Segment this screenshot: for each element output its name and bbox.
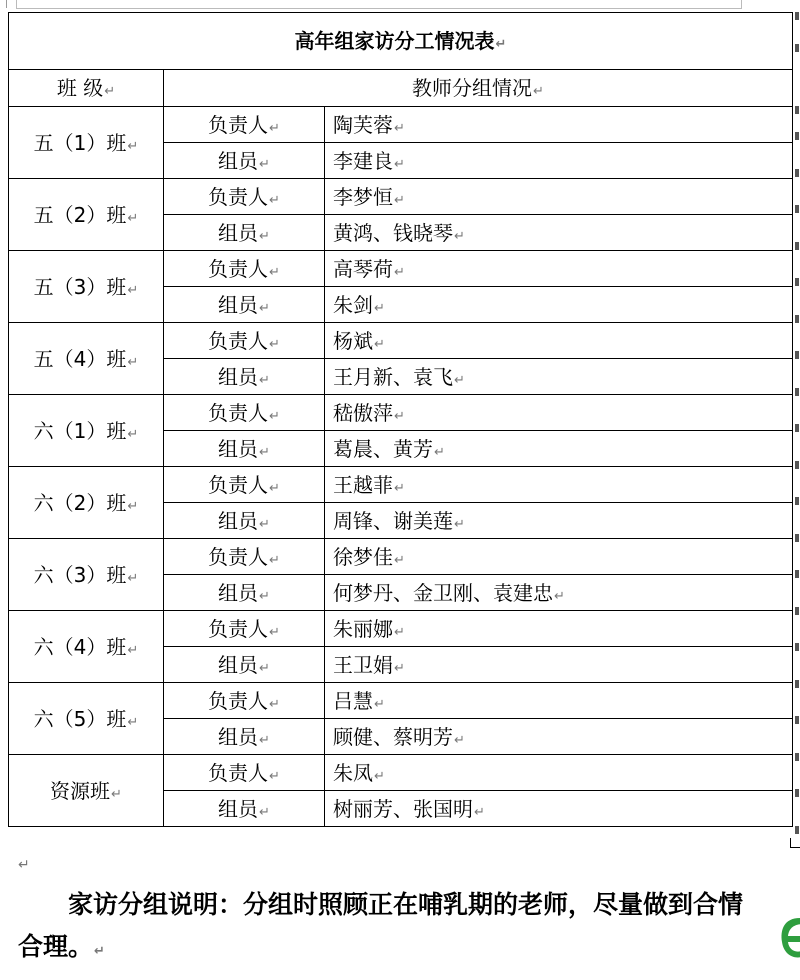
ruler-tick — [0, 0, 7, 8]
class-cell[interactable]: 五（2）班↵ — [9, 179, 164, 251]
member-names-cell[interactable]: 王月新、袁飞↵ — [325, 359, 793, 395]
member-names-cell[interactable]: 顾健、蔡明芳↵ — [325, 719, 793, 755]
leader-name-cell[interactable]: 陶芙蓉↵ — [325, 107, 793, 143]
member-names-cell[interactable]: 黄鸿、钱晓琴↵ — [325, 215, 793, 251]
table-row — [9, 323, 793, 359]
member-label-cell[interactable]: 组员↵ — [164, 575, 325, 611]
member-names-cell[interactable]: 朱剑↵ — [325, 287, 793, 323]
row-end-marker — [795, 753, 799, 761]
member-label-cell[interactable]: 组员↵ — [164, 215, 325, 251]
class-cell[interactable]: 六（4）班↵ — [9, 611, 164, 683]
row-end-marker — [795, 716, 799, 724]
class-cell[interactable]: 五（3）班↵ — [9, 251, 164, 323]
member-names-cell[interactable]: 王卫娟↵ — [325, 647, 793, 683]
table-row — [9, 251, 793, 287]
row-end-marker — [795, 132, 799, 140]
row-end-marker — [795, 643, 799, 651]
header-teachers[interactable]: 教师分组情况↵ — [164, 70, 793, 107]
table-title[interactable]: 高年组家访分工情况表↵ — [9, 13, 793, 70]
leader-name-cell[interactable]: 吕慧↵ — [325, 683, 793, 719]
member-label-cell[interactable]: 组员↵ — [164, 143, 325, 179]
member-label-cell[interactable]: 组员↵ — [164, 359, 325, 395]
table-row — [9, 611, 793, 647]
member-label-cell[interactable]: 组员↵ — [164, 719, 325, 755]
class-cell[interactable]: 资源班↵ — [9, 755, 164, 827]
row-end-marker — [795, 570, 799, 578]
class-cell[interactable]: 六（2）班↵ — [9, 467, 164, 539]
member-label-cell[interactable]: 组员↵ — [164, 287, 325, 323]
leader-name-cell[interactable]: 嵇傲萍↵ — [325, 395, 793, 431]
member-label-cell[interactable]: 组员↵ — [164, 647, 325, 683]
member-names-cell[interactable]: 树丽芳、张国明↵ — [325, 791, 793, 827]
member-label-cell[interactable]: 组员↵ — [164, 791, 325, 827]
table-row — [9, 107, 793, 143]
row-end-marker — [795, 169, 799, 177]
row-end-marker — [795, 205, 799, 213]
row-end-marker — [795, 607, 799, 615]
leader-label-cell[interactable]: 负责人↵ — [164, 179, 325, 215]
member-names-cell[interactable]: 葛晨、黄芳↵ — [325, 431, 793, 467]
class-cell[interactable]: 六（1）班↵ — [9, 395, 164, 467]
member-names-cell[interactable]: 周锋、谢美莲↵ — [325, 503, 793, 539]
empty-paragraph-mark: ↵ — [18, 857, 30, 873]
leader-name-cell[interactable]: 朱丽娜↵ — [325, 611, 793, 647]
row-end-marker — [795, 497, 799, 505]
row-end-marker — [795, 424, 799, 432]
leader-name-cell[interactable]: 杨斌↵ — [325, 323, 793, 359]
row-end-marker — [795, 242, 799, 250]
class-cell[interactable]: 五（4）班↵ — [9, 323, 164, 395]
table-row — [9, 755, 793, 791]
member-names-cell[interactable]: 李建良↵ — [325, 143, 793, 179]
leader-label-cell[interactable]: 负责人↵ — [164, 755, 325, 791]
note-paragraph[interactable]: 家访分组说明：分组时照顾正在哺乳期的老师，尽量做到合情合理。↵ — [18, 890, 744, 961]
note-text: 家访分组说明：分组时照顾正在哺乳期的老师，尽量做到合情合理。 — [18, 890, 744, 961]
member-label-cell[interactable]: 组员↵ — [164, 503, 325, 539]
table-row — [9, 683, 793, 719]
table-row — [9, 179, 793, 215]
leader-name-cell[interactable]: 李梦恒↵ — [325, 179, 793, 215]
row-end-marker — [795, 789, 799, 797]
leader-label-cell[interactable]: 负责人↵ — [164, 395, 325, 431]
leader-label-cell[interactable]: 负责人↵ — [164, 251, 325, 287]
table-resize-handle[interactable] — [790, 838, 800, 848]
member-label-cell[interactable]: 组员↵ — [164, 431, 325, 467]
leader-name-cell[interactable]: 王越菲↵ — [325, 467, 793, 503]
row-end-marker — [795, 44, 799, 52]
row-end-markers — [795, 12, 800, 842]
row-end-marker — [795, 315, 799, 323]
leader-name-cell[interactable]: 高琴荷↵ — [325, 251, 793, 287]
class-cell[interactable]: 六（3）班↵ — [9, 539, 164, 611]
home-visit-table — [8, 12, 793, 827]
table-row — [9, 467, 793, 503]
member-names-cell[interactable]: 何梦丹、金卫刚、袁建忠↵ — [325, 575, 793, 611]
leader-label-cell[interactable]: 负责人↵ — [164, 683, 325, 719]
leader-name-cell[interactable]: 朱凤↵ — [325, 755, 793, 791]
row-end-marker — [795, 351, 799, 359]
row-end-marker — [795, 461, 799, 469]
class-cell[interactable]: 六（5）班↵ — [9, 683, 164, 755]
leader-label-cell[interactable]: 负责人↵ — [164, 107, 325, 143]
header-class[interactable]: 班 级↵ — [9, 70, 164, 107]
table-row — [9, 539, 793, 575]
previous-table-edge — [16, 0, 742, 9]
leader-label-cell[interactable]: 负责人↵ — [164, 467, 325, 503]
row-end-marker — [795, 680, 799, 688]
row-end-marker — [795, 534, 799, 542]
leader-label-cell[interactable]: 负责人↵ — [164, 323, 325, 359]
row-end-marker — [795, 826, 799, 834]
leader-label-cell[interactable]: 负责人↵ — [164, 539, 325, 575]
row-end-marker — [795, 12, 799, 20]
table-row — [9, 395, 793, 431]
row-end-marker — [795, 278, 799, 286]
class-cell[interactable]: 五（1）班↵ — [9, 107, 164, 179]
app-logo-icon — [774, 912, 800, 964]
leader-name-cell[interactable]: 徐梦佳↵ — [325, 539, 793, 575]
row-end-marker — [795, 388, 799, 396]
row-end-marker — [795, 106, 799, 114]
leader-label-cell[interactable]: 负责人↵ — [164, 611, 325, 647]
